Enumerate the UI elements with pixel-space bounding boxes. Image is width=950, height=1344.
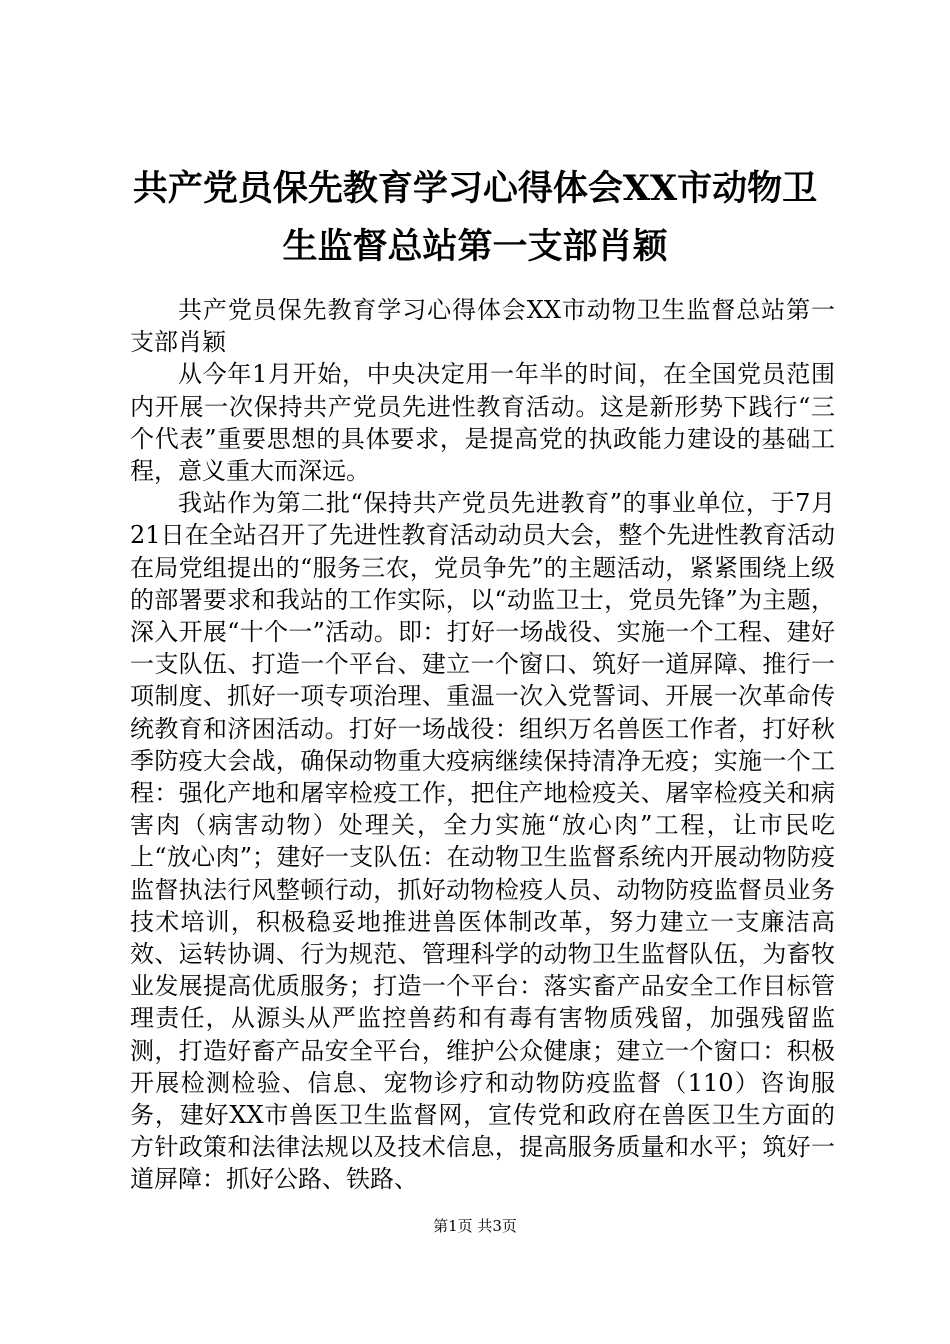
document-body — [130, 294, 835, 1196]
document-title: 共产党员保先教育学习心得体会XX市动物卫生监督总站第一支部肖颖 — [132, 168, 818, 267]
paragraph-intro: 从今年1月开始，中央决定用一年半的时间，在全国党员范围内开展一次保持共产党员先进性教育活动。这是新形势下践行“三个代表”重要思想的具体要求，是提高党的执政能力建设的基础工程，意义重大而深远。 — [130, 360, 835, 486]
paragraph-activities: 我站作为第二批“保持共产党员先进教育”的事业单位，于7月21日在全站召开了先进性教育活动动员大会，整个先进性教育活动在局党组提出的“服务三农，党员争先”的主题活动，紧紧围绕上级的部署要求和我站的工作实际，以“动监卫士，党员先锋”为主题，深入开展“十个一”活动。即：打好一场战役、实施一个工程、建好一支队伍、打造一个平台、建立一个窗口、筑好一道屏障、推行一项制度、抓好一项专项治理、重温一次入党誓词、开展一次革命传统教育和济困活动。打好一场战役：组织万名兽医工作者，打好秋季防疫大会战，确保动物重大疫病继续保持清净无疫；实施一个工程：强化产地和屠宰检疫工作，把住产地检疫关、屠宰检疫关和病害肉（病害动物）处理关，全力实施“放心肉”工程，让市民吃上“放心肉”；建好一支队伍：在动物卫生监督系统内开展动物防疫监督执法行风整顿行动，抓好动物检疫人员、动物防疫监督员业务技术培训，积极稳妥地推进兽医体制改革，努力建立一支廉洁高效、运转协调、行为规范、管理科学的动物卫生监督队伍，为畜牧业发展提高优质服务；打造一个平台：落实畜产品安全工作目标管理责任，从源头从严监控兽药和有毒有害物质残留，加强残留监测，打造好畜产品安全平台，维护公众健康；建立一个窗口：积极开展检测检验、信息、宠物诊疗和动物防疫监督（110）咨询服务，建好XX市兽医卫生监督网，宣传党和政府在兽医卫生方面的方针政策和法律法规以及技术信息，提高服务质量和水平；筑好一道屏障：抓好公路、铁路、 — [130, 489, 835, 1194]
page-footer: 第1页 共3页 — [433, 1217, 517, 1235]
paragraph-title-repeat: 共产党员保先教育学习心得体会XX市动物卫生监督总站第一支部肖颖 — [130, 296, 835, 357]
